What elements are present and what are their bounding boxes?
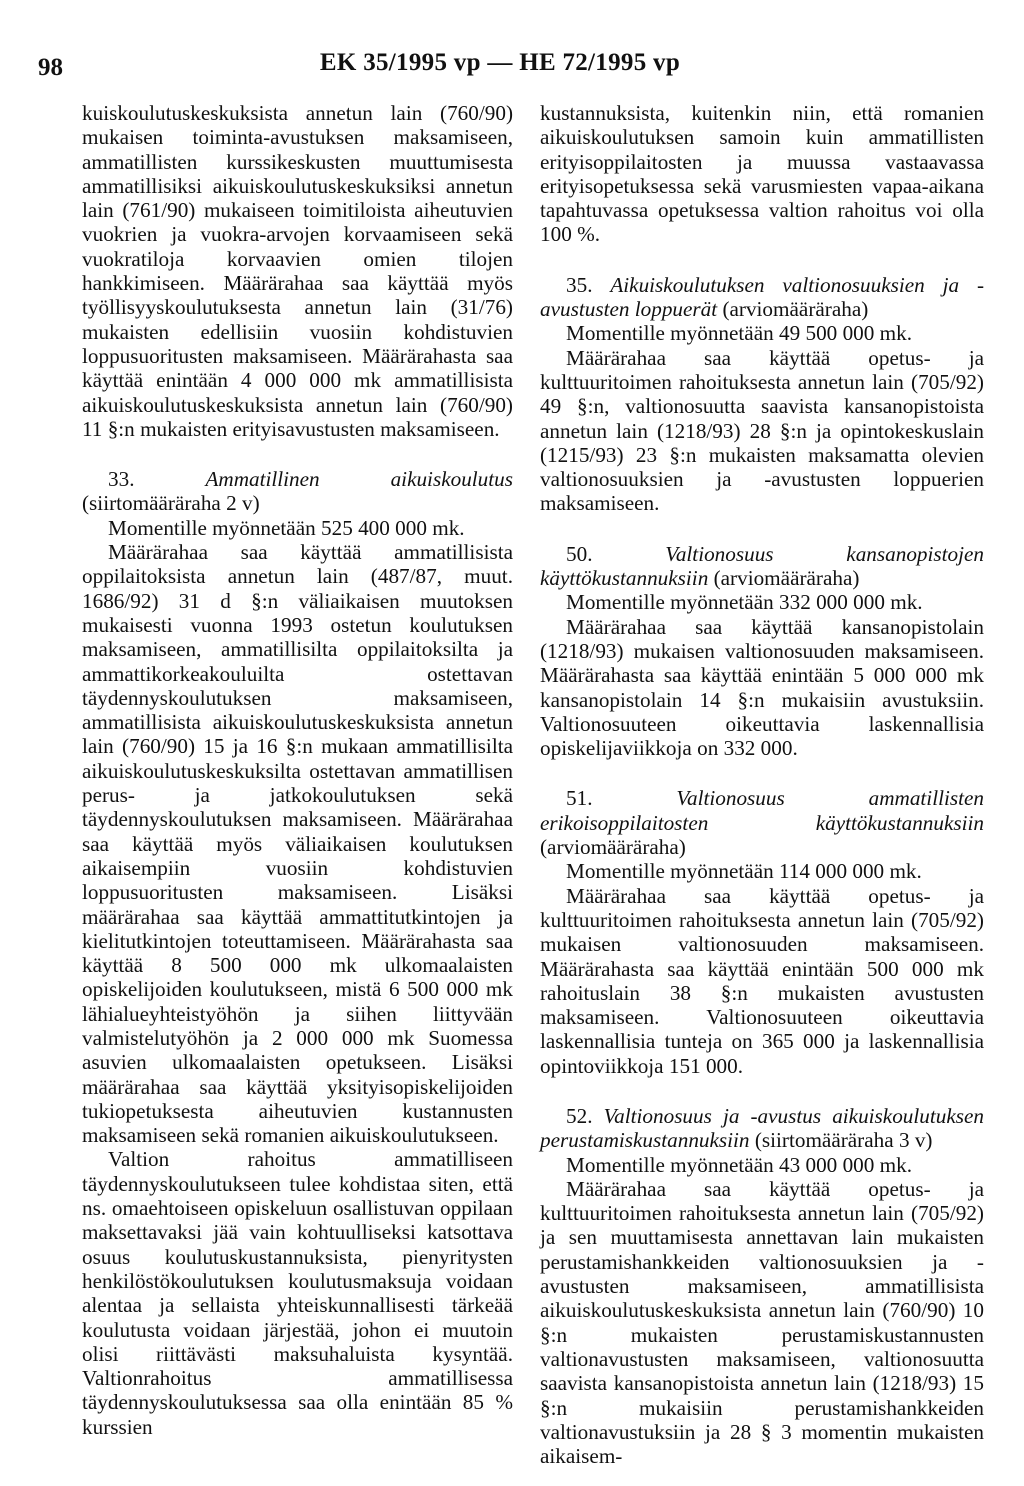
section-title: Valtionosuus ja -avustus aikuiskoulutuksen perustamiskustannuksiin (540, 1103, 984, 1153)
paragraph-continued: kuiskoulutuskeskuksista annetun lain (760/90) mukaisen toiminta-avustuksen maksamiseen, ammatillisten kurssikeskusten muuttumisesta ammatillisiksi aikuiskoulutuskeskuksiksi annetun lain (761/90) mukaiseen toimitiloista aiheutuvien vuokrien ja vuokra-arvojen korvaamiseen sekä vuokratiloja korvaavien omien tilojen hankkimiseen. Määrärahaa saa käyttää myös työllisyyskoulutuksesta annetun lain (31/76) mukaisten edellisiin vuosiin kohdistuvien loppusuoritusten maksamiseen. Määrärahasta saa käyttää enintään 4 000 000 mk ammatillisista aikuiskoulutuskeskuksista annetun lain (760/90) 11 §:n mukaisten erityisavustusten maksamiseen. (82, 101, 513, 441)
appropriation-amount: Momentille myönnetään 43 000 000 mk. (566, 1152, 913, 1177)
section-number: 51. (566, 786, 593, 811)
page-number: 98 (38, 54, 63, 81)
section-title: Valtionosuus kansanopistojen käyttökustannuksiin (540, 541, 984, 591)
section-50-heading (540, 542, 984, 591)
right-column (540, 101, 984, 1468)
appropriation-amount: Momentille myönnetään 114 000 000 mk. (566, 859, 922, 884)
section-number: 52. (566, 1103, 593, 1128)
appropriation-amount: Momentille myönnetään 332 000 000 mk. (566, 590, 923, 615)
section-number: 35. (566, 272, 593, 297)
section-number: 50. (566, 541, 593, 566)
section-text: Määrärahaa saa käyttää kansanopistolain (1218/93) mukaisen valtionosuuden maksamiseen. Määrärahasta saa käyttää enintään 5 000 000 mk kansanopistolain 14 §:n mukaisiin avustuksiin. Valtionosuuteen oikeuttavia laskennallisia opiskelijaviikkoja on 332 000. (540, 614, 984, 761)
section-text: Määrärahaa saa käyttää opetus- ja kulttuuritoimen rahoituksesta annetun lain (705/92) ja sen muuttamisesta annettavan lain mukaisten perustamishankkeiden valtionosuuksien ja -avustusten maksamiseen, ammatillisista aikuiskoulutuskeskuksista annetun lain (760/90) 10 §:n mukaisten perustamiskustannusten valtionavustusten maksamiseen, valtionosuutta saavista kansanopistoista annetun lain (1218/93) 15 §:n mukaisiin perustamishankkeiden valtionavustuksiin ja 28 § 3 momentin mukaisten aikaisem- (540, 1176, 984, 1469)
appropriation-type: (siirtomääräraha 3 v) (754, 1128, 933, 1153)
section-33-heading (82, 467, 513, 516)
appropriation-type: (arviomääräraha) (540, 835, 686, 860)
running-header: EK 35/1995 vp — HE 72/1995 vp (319, 49, 681, 76)
appropriation-amount: Momentille myönnetään 49 500 000 mk. (566, 321, 913, 346)
paragraph-continued: kustannuksista, kuitenkin niin, että romanien aikuiskoulutuksen samoin kuin ammatillisten erityisoppilaitosten ja muussa vastaavassa erityisopetuksessa sekä varusmiesten vapaa-aikana tapahtuvassa opetuksessa valtion rahoitus voi olla 100 %. (540, 101, 984, 247)
section-text: Määrärahaa saa käyttää ammatillisista oppilaitoksista annetun lain (487/87, muut. 1686/92) 31 d §:n väliaikaisen muutoksen mukaisesti vuonna 1993 ostetun koulutuksen maksamiseen, ammatillisilta oppilaitoksilta ja ammattikorkeakouluilta ostettavan täydennyskoulutuksen maksamiseen, ammatillisista aikuiskoulutuskeskuksista annetun lain (760/90) 15 ja 16 §:n mukaan ammatillisilta aikuiskoulutuskeskuksilta ostettavan ammatillisen perus- ja jatkokoulutuksen sekä täydennyskoulutuksen maksamiseen. Määrärahaa saa käyttää myös väliaikaisen koulutuksen aikaisempiin vuosiin kohdistuvien loppusuoritusten maksamiseen. Lisäksi määrärahaa saa käyttää ammattitutkintojen ja kielitutkintojen toteuttamiseen. Määrärahasta saa käyttää 8 500 000 mk ulkomaalaisten opiskelijoiden koulutukseen, mistä 6 500 000 mk lähialueyhteistyöhön ja siihen liittyvään valmistelutyöhön ja 2 000 000 mk Suomessa asuvien ulkomaalaisten opetukseen. Lisäksi määrärahaa saa käyttää yksityisopiskelijoiden tukiopetuksesta aiheutuvien kustannusten maksamiseen sekä romanien aikuiskoulutukseen. (82, 540, 513, 1148)
section-title: Ammatillinen aikuiskoulutus (205, 467, 513, 492)
section-text: Määrärahaa saa käyttää opetus- ja kulttuuritoimen rahoituksesta annetun lain (705/92) 49 §:n, valtionosuutta saavista kansanopistoista annetun lain (1218/93) 28 §:n ja opintokeskuslain (1215/93) 23 §:n mukaisten maksamatta olevien valtionosuuksien ja -avustusten loppuerien maksamiseen. (540, 345, 984, 516)
section-text: Valtion rahoitus ammatilliseen täydennyskoulutukseen tulee kohdistaa siten, että ns. omaehtoiseen opiskeluun osallistuvan oppilaan maksettavaksi jää vain kohtuulliseksi katsottava osuus koulutuskustannuksista, pienyritysten henkilöstökoulutuksen koulutusmaksuja voidaan alentaa ja sellaista yhteiskunnallisesti tärkeää koulutusta voidaan järjestää, johon ei muutoin olisi riittävästi maksuhaluista kysyntää. Valtionrahoitus ammatillisessa täydennyskoulutuksessa saa olla enintään 85 % kurssien (82, 1147, 513, 1439)
section-title: Valtionosuus ammatillisten erikoisoppilaitosten käyttökustannuksiin (540, 786, 984, 835)
section-text: Määrärahaa saa käyttää opetus- ja kulttuuritoimen rahoituksesta annetun lain (705/92) mukaisen valtionosuuden maksamiseen. Määrärahasta saa käyttää enintään 500 000 mk rahoituslain 38 §:n mukaisten avustusten maksamiseen. Valtionosuuteen oikeuttavia laskennallisia tunteja on 365 000 ja laskennallisia opintoviikkoja 151 000. (540, 883, 984, 1078)
section-title: Aikuiskoulutuksen valtionosuuksien ja -avustusten loppuerät (540, 272, 984, 322)
appropriation-type: (siirtomääräraha 2 v) (82, 491, 260, 516)
left-column (82, 101, 513, 1439)
section-number: 33. (108, 467, 135, 492)
appropriation-type: (arviomääräraha) (722, 297, 869, 322)
section-35-heading (540, 273, 984, 322)
section-52-heading (540, 1104, 984, 1153)
appropriation-type: (arviomääräraha) (713, 566, 860, 591)
section-51-heading (540, 786, 984, 859)
appropriation-amount: Momentille myönnetään 525 400 000 mk. (108, 515, 465, 540)
